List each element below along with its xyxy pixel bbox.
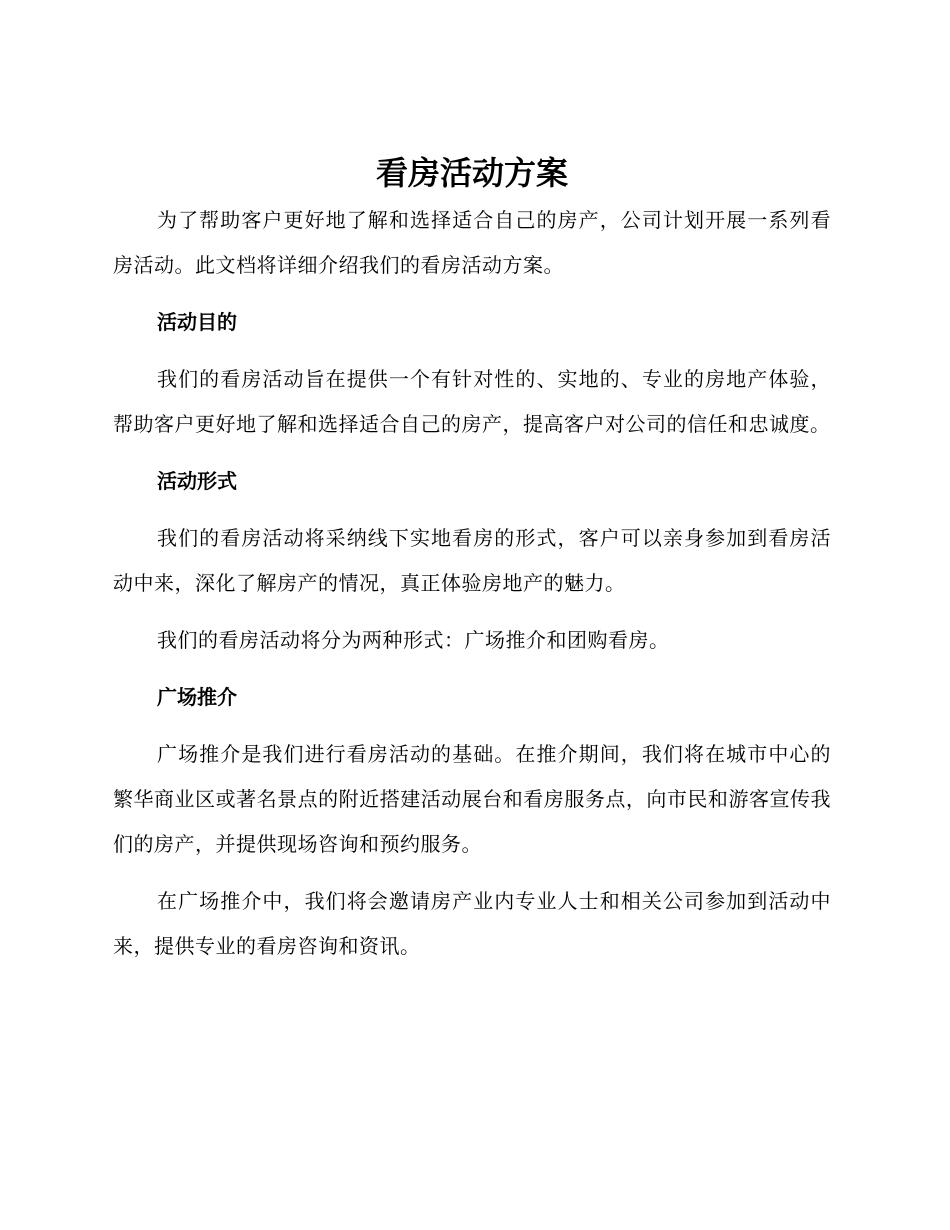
- section-paragraph: 广场推介是我们进行看房活动的基础。在推介期间，我们将在城市中心的繁华商业区或著名景点的附近搭建活动展台和看房服务点，向市民和游客宣传我们的房产，并提供现场咨询和预约服务。: [113, 742, 831, 856]
- document-page: [113, 150, 831, 981]
- section-heading: 广场推介: [157, 685, 237, 709]
- section-paragraph: 我们的看房活动旨在提供一个有针对性的、实地的、专业的房地产体验，帮助客户更好地了解和选择适合自己的房产，提高客户对公司的信任和忠诚度。: [113, 367, 831, 436]
- section-plaza-promotion: [113, 675, 831, 969]
- section-heading: 活动形式: [157, 469, 237, 493]
- section-paragraph: 在广场推介中，我们将会邀请房产业内专业人士和相关公司参加到活动中来，提供专业的看房咨询和资讯。: [113, 889, 831, 958]
- section-format: [113, 459, 831, 663]
- section-paragraph: 我们的看房活动将分为两种形式：广场推介和团购看房。: [157, 628, 670, 652]
- intro-paragraph: 为了帮助客户更好地了解和选择适合自己的房产，公司计划开展一系列看房活动。此文档将详细介绍我们的看房活动方案。: [113, 208, 831, 277]
- document-title: 看房活动方案: [375, 154, 568, 192]
- section-heading: 活动目的: [157, 310, 237, 334]
- section-purpose: [113, 300, 831, 447]
- section-paragraph: 我们的看房活动将采纳线下实地看房的形式，客户可以亲身参加到看房活动中来，深化了解房产的情况，真正体验房地产的魅力。: [113, 526, 831, 595]
